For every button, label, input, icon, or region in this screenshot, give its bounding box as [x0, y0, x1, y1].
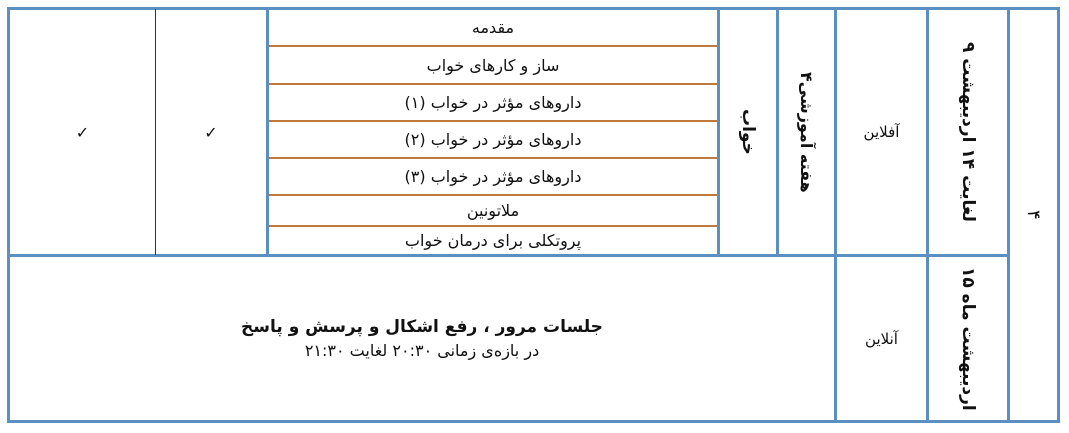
table-right-border	[1057, 7, 1060, 423]
session2-note-line-1: جلسات مرور ، رفع اشکال و پرسش و پاسخ	[241, 316, 603, 337]
week-number-cell	[1010, 10, 1057, 420]
session1-week-label: هفته آموزشی۴	[797, 71, 816, 193]
session2-mode: آنلاین	[865, 329, 898, 348]
lesson-item	[269, 196, 717, 225]
session2-note-line-2: در بازه‌ی زمانی ۲۰:۳۰ لغایت ۲۱:۳۰	[304, 340, 540, 360]
check-icon: ✓	[204, 122, 218, 142]
session2-mode-cell	[837, 257, 926, 420]
lesson-label: ساز و کارهای خواب	[426, 55, 560, 75]
session1-mode-cell	[837, 10, 926, 254]
session2-date: ۱۵ اردیبهشت ماه	[958, 266, 978, 411]
check-cell-2	[10, 10, 155, 254]
lesson-item	[269, 159, 717, 194]
lesson-item	[269, 10, 717, 45]
session1-topic-cell	[720, 10, 776, 254]
session2-note-cell	[10, 257, 834, 420]
session1-date-cell	[929, 10, 1007, 254]
lesson-label: داروهای مؤثر در خواب (۲)	[404, 130, 582, 149]
lesson-label: ملاتونین	[466, 201, 520, 220]
lesson-label: پروتکلی برای درمان خواب	[404, 231, 582, 250]
lesson-label: مقدمه	[471, 18, 515, 37]
lesson-label: داروهای مؤثر در خواب (۱)	[404, 93, 582, 112]
check-icon: ✓	[75, 122, 90, 142]
session1-topic: خواب	[738, 109, 758, 155]
session1-mode: آفلاین	[863, 123, 900, 141]
lesson-item	[269, 85, 717, 120]
week-number: ۴	[1023, 210, 1044, 220]
session1-weeklabel-cell	[779, 10, 834, 254]
lesson-item	[269, 47, 717, 83]
session2-date-cell	[929, 257, 1007, 420]
table-bottom-border	[7, 420, 1060, 423]
check-cell-1	[156, 10, 266, 254]
lesson-item	[269, 122, 717, 157]
lesson-label: داروهای مؤثر در خواب (۳)	[404, 167, 582, 186]
lesson-item	[269, 227, 717, 254]
session1-date: ۹ لغایت ۱۴ اردیبهشت	[958, 42, 978, 222]
